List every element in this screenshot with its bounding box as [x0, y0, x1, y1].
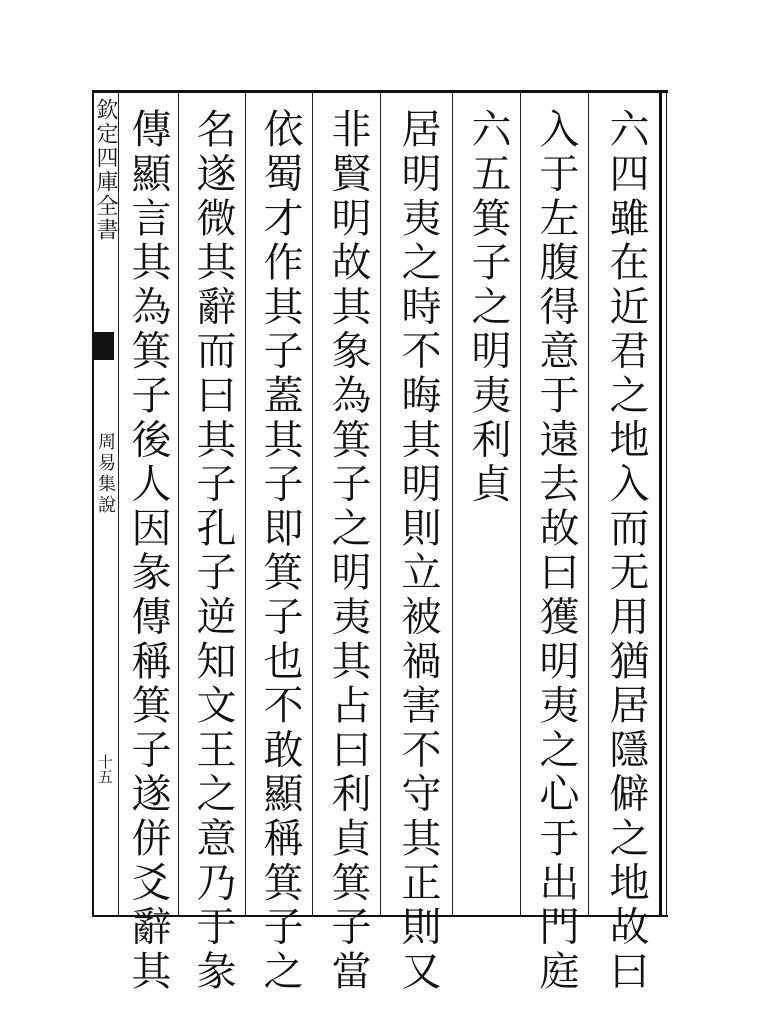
column-rule — [245, 92, 246, 915]
column-rule — [520, 92, 521, 915]
column-text: 居明夷之時不晦其明則立被禍害不守其正則又 — [395, 108, 441, 994]
column-text: 入于左腹得意于遠去故曰獲明夷之心于出門庭 — [533, 108, 579, 994]
column-text: 六五箕子之明夷利貞 — [465, 108, 511, 507]
book-title: 周易集說 — [95, 432, 116, 516]
column-rule — [588, 92, 589, 915]
column-text: 名遂微其辭而曰其子孔子逆知文王之意乃于彖 — [190, 108, 236, 994]
column-text: 依蜀才作其子蓋其子即箕子也不敢顯稱箕子之 — [257, 108, 303, 994]
page-margin-column — [92, 92, 118, 915]
text-column-6 — [250, 0, 310, 1024]
column-rule — [178, 92, 179, 915]
frame-right-border — [659, 90, 662, 916]
text-column-8 — [118, 0, 178, 1024]
text-column-7 — [183, 0, 243, 1024]
text-column-5 — [318, 0, 378, 1024]
page-number: 十五 — [96, 754, 114, 784]
column-rule — [380, 92, 381, 915]
text-column-4 — [388, 0, 448, 1024]
column-text: 六四雖在近君之地入而无用猶居隱僻之地故曰 — [603, 108, 649, 994]
text-column-3 — [458, 0, 518, 1024]
frame-right-inner-border — [666, 90, 667, 916]
column-text: 非賢明故其象為箕子之明夷其占曰利貞箕子當 — [325, 108, 371, 994]
collection-title: 欽定四庫全書 — [93, 98, 118, 242]
column-text: 傳顯言其為箕子後人因彖傳稱箕子遂併爻辭其 — [125, 108, 171, 994]
column-rule — [452, 92, 453, 915]
fishtail-mark-icon — [94, 332, 114, 360]
text-column-1 — [596, 0, 656, 1024]
column-rule — [312, 92, 313, 915]
text-column-2 — [526, 0, 586, 1024]
